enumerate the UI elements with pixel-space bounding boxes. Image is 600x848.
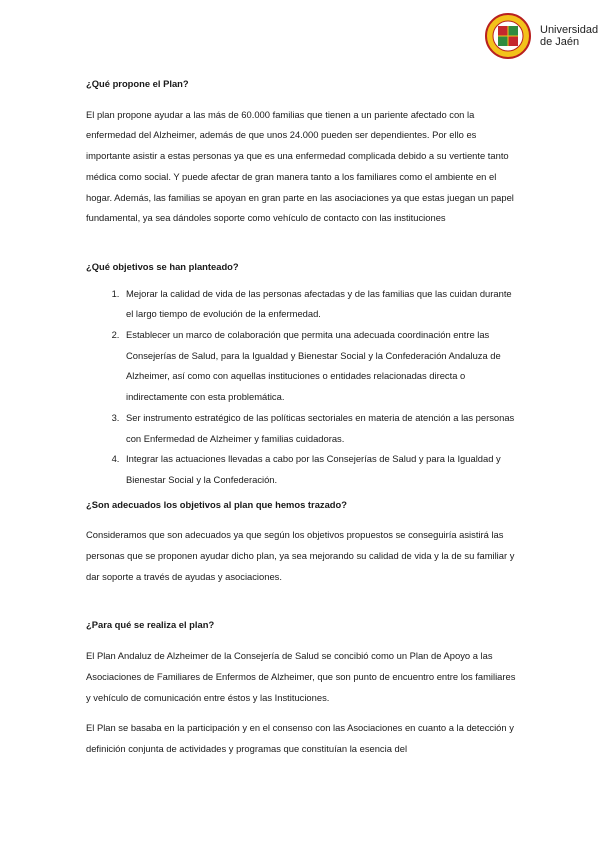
university-name [540, 24, 598, 48]
paragraph-para-que-1: El Plan Andaluz de Alzheimer de la Consejería de Salud se concibió como un Plan de Apoyo a las Asociaciones de Familiares de Enfermos de Alzheimer, que son punto de encuentro entre los familiares y vehículo de comunicación entre éstos y las Instituciones. [86, 650, 516, 703]
paragraph-adecuados: Consideramos que son adecuados ya que según los objetivos propuestos se conseguiría asistirá las personas que se proponen ayudar dicho plan, ya sea mejorando su calidad de vida y la de su familiar y dar soporte a través de ayudas y asociaciones. [86, 529, 515, 582]
heading-que-propone: ¿Qué propone el Plan? [86, 78, 189, 89]
heading-para-que: ¿Para qué se realiza el plan? [86, 619, 215, 631]
heading-objetivos: ¿Qué objetivos se han planteado? [86, 260, 239, 272]
list-item: 2. Establecer un marco de colaboración que permita una adecuada coordinación entre las Consejerías de Salud, para la Igualdad y Bienestar Social y la Confederación Andaluza de Alzheimer, así como con aquellas instituciones o entidades relacionadas directa o indirectamente con esta problemática. [122, 325, 516, 408]
paragraph-para-que-2: El Plan se basaba en la participación y en el consenso con las Asociaciones en cuanto a la detección y definición conjunta de actividades y programas que constituían la esencia del [86, 722, 514, 754]
university-name-line1: Universidad [540, 24, 599, 36]
list-item: 1. Mejorar la calidad de vida de las personas afectadas y de las familias que las cuidan durante el largo tiempo de evolución de la enfermedad. [122, 284, 516, 325]
list-item: 3. Ser instrumento estratégico de las políticas sectoriales en materia de atención a las personas con Enfermedad de Alzheimer y familias cuidadoras. [122, 408, 516, 449]
paragraph-que-propone: El plan propone ayudar a las más de 60.000 familias que tienen a un pariente afectado con la enfermedad del Alzheimer, además de que unos 24.000 pueden ser dependientes. Por ello es importante asistir a estas personas ya que es una enfermedad complicada debido a su vertiente tanto médica como social. Y puede afectar de gran manera tanto a los familiares como el ambiente en el hogar. Además, las familias se apoyan en gran parte en las asociaciones ya que estas juegan un papel fundamental, ya sea dándoles soporte como vehículo de contacto con las instituciones [86, 108, 514, 224]
list-item: 4. Integrar las actuaciones llevadas a cabo por las Consejerías de Salud y para la Igualdad y Bienestar Social y la Confederación. [122, 449, 516, 490]
document-body [86, 74, 516, 760]
university-name-line2: de Jaén [540, 36, 580, 48]
objetivos-list [86, 284, 516, 491]
heading-adecuados: ¿Son adecuados los objetivos al plan que hemos trazado? [86, 498, 347, 510]
